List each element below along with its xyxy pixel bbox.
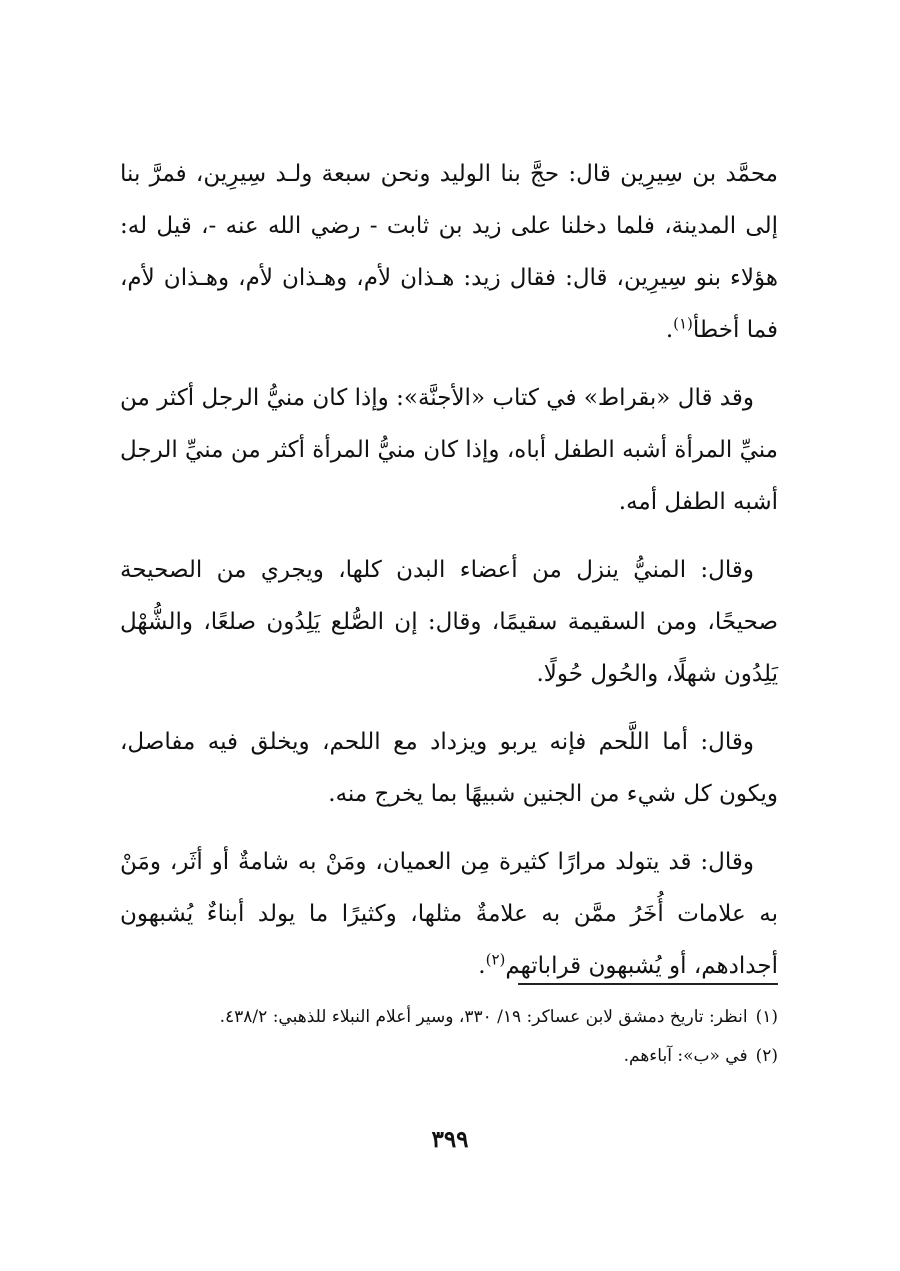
paragraph-4-text: وقال: أما اللَّحم فإنه يربو ويزداد مع اللحم، ويخلق فيه مفاصل، ويكون كل شيء من الجنين شبيهًا بما يخرج منه.: [120, 729, 778, 807]
paragraph-5-text: وقال: قد يتولد مرارًا كثيرة مِن العميان، ومَنْ به شامةٌ أو أثَر، ومَنْ به علامات أُخَرُ ممَّن به علامةٌ مثلها، وكثيرًا ما يولد أبناءٌ يُشبهون أجدادهم، أو يُشبهون قراباتهم: [120, 849, 778, 979]
footnote-ref-2[interactable]: (٢): [485, 950, 506, 969]
main-text: [120, 148, 778, 1008]
footnote-ref-1[interactable]: (١): [673, 314, 693, 333]
footnote-1-text: انظر: تاريخ دمشق لابن عساكر: ١٩/ ٣٣٠، وسير أعلام النبلاء للذهبي: ٤٣٨/٢.: [219, 1007, 748, 1027]
footnote-2: [120, 1039, 778, 1074]
paragraph-5: [120, 836, 778, 992]
footnote-1: [120, 1000, 778, 1035]
paragraph-3-text: وقال: المنيُّ ينزل من أعضاء البدن كلها، ويجري من الصحيحة صحيحًا، ومن السقيمة سقيمًا، وقال: إن الصُّلع يَلِدُون صلعًا، والشُّهْل يَلِدُون شهلًا، والحُول حُولًا.: [120, 557, 778, 687]
paragraph-4: [120, 716, 778, 820]
paragraph-2: [120, 372, 778, 528]
footnote-1-number: (١): [755, 1007, 778, 1027]
footnote-2-text: في «ب»: آباءهم.: [623, 1046, 748, 1066]
paragraph-1-tail: .: [665, 317, 674, 343]
footnotes: [120, 1000, 778, 1078]
footnote-divider: [518, 983, 778, 985]
paragraph-1-text: محمَّد بن سِيرِين قال: حجَّ بنا الوليد ونحن سبعة ولـد سِيرِين، فمرَّ بنا إلى المدينة، فلما دخلنا على زيد بن ثابت - رضي الله عنه -، قيل له: هؤلاء بنو سِيرِين، قال: فقال زيد: هـذان لأم، وهـذان لأم، وهـذان لأم، فما أخطأ: [120, 161, 778, 343]
paragraph-2-text: وقد قال «بقراط» في كتاب «الأجنَّة»: وإذا كان منيُّ الرجل أكثر من منيِّ المرأة أشبه الطفل أباه، وإذا كان منيُّ المرأة أكثر من منيِّ الرجل أشبه الطفل أمه.: [120, 385, 778, 515]
paragraph-1: [120, 148, 778, 356]
footnote-2-number: (٢): [755, 1046, 778, 1066]
page-number: ٣٩٩: [431, 1126, 469, 1153]
paragraph-3: [120, 544, 778, 700]
paragraph-5-tail: .: [478, 953, 486, 979]
